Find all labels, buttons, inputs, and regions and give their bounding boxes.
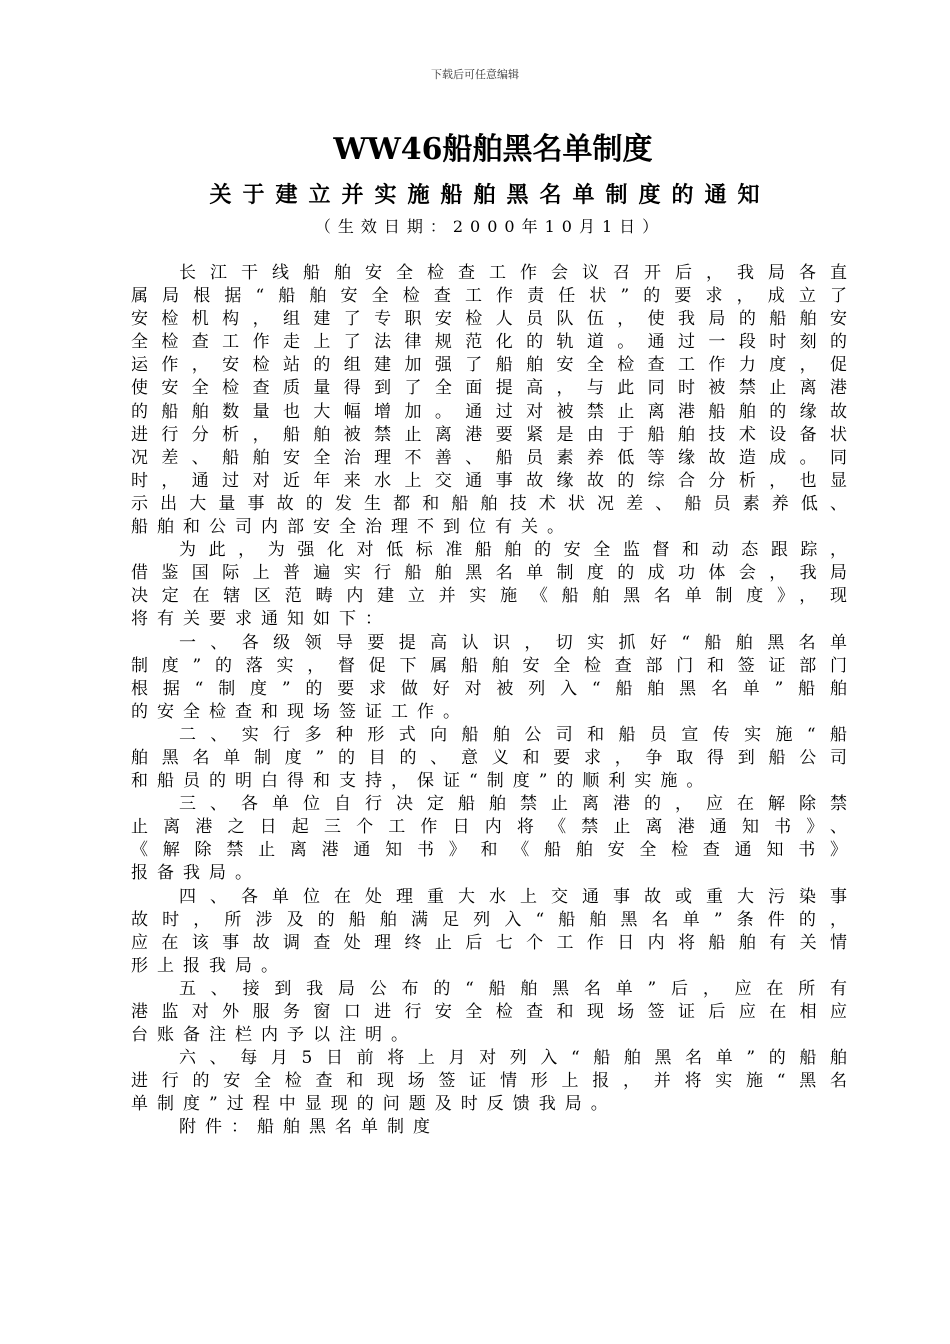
paragraph-line: 根据“制度”的要求做好对被列入“船舶黑名单”船舶 [131, 678, 847, 699]
paragraph-line: 长江干线船舶安全检查工作会议召开后，我局各直 [179, 263, 847, 283]
effective-date: （生效日期：2000年10月1日） [314, 217, 666, 236]
paragraph-line: 台账备注栏内予以注明。 [131, 1025, 417, 1046]
header-note: 下载后可任意编辑 [431, 68, 519, 81]
paragraph-line: 属局根据“船舶安全检查工作责任状”的要求，成立了 [131, 286, 847, 307]
paragraph-line: 四、各单位在处理重大水上交通事故或重大污染事 [179, 886, 847, 907]
paragraph-line: 故时，所涉及的船舶满足列入“船舶黑名单”条件的， [131, 909, 847, 930]
paragraph-line: 示出大量事故的发生都和船舶技术状况差、船员素养低、 [131, 493, 847, 514]
paragraph-line: 形上报我局。 [131, 955, 287, 976]
paragraph-line: 的安全检查和现场签证工作。 [131, 701, 469, 722]
paragraph-line: 使安全检查质量得到了全面提高，与此同时被禁止离港 [131, 378, 847, 399]
paragraph-line: 将有关要求通知如下： [131, 609, 391, 630]
paragraph-line: 报备我局。 [131, 863, 261, 884]
document-body [131, 262, 847, 1140]
paragraph-line: 和船员的明白得和支持，保证“制度”的顺利实施。 [131, 771, 713, 792]
paragraph-line: 进行分析，船舶被禁止离港要紧是由于船舶技术设备状 [131, 424, 847, 445]
paragraph-line: 安检机构，组建了专职安检人员队伍，使我局的船舶安 [131, 309, 847, 330]
paragraph-line: 三、各单位自行决定船舶禁止离港的，应在解除禁 [179, 794, 847, 815]
paragraph-line: 借鉴国际上普遍实行船舶黑名单制度的成功体会，我局 [131, 563, 847, 584]
paragraph-line: 的船舶数量也大幅增加。通过对被禁止离港船舶的缘故 [131, 401, 847, 422]
paragraph-line: 单制度”过程中显现的问题及时反馈我局。 [131, 1094, 617, 1115]
paragraph-line: 况差、船舶安全治理不善、船员素养低等缘故造成。同 [131, 447, 847, 468]
paragraph-line: 决定在辖区范畴内建立并实施《船舶黑名单制度》，现 [131, 586, 847, 607]
paragraph-line: 五、接到我局公布的“船舶黑名单”后，应在所有 [179, 978, 847, 999]
paragraph-line: 运作，安检站的组建加强了船舶安全检查工作力度，促 [131, 355, 847, 376]
paragraph-line: 全检查工作走上了法律规范化的轨道。通过一段时刻的 [131, 332, 847, 353]
paragraph-line: 制度”的落实，督促下属船舶安全检查部门和签证部门 [131, 655, 847, 676]
paragraph-line: 一、各级领导要提高认识，切实抓好“船舶黑名单 [179, 632, 847, 653]
attachment-line: 附件：船舶黑名单制度 [179, 1117, 439, 1138]
paragraph-line: 船舶和公司内部安全治理不到位有关。 [131, 517, 573, 538]
notice-title: 关于建立并实施船舶黑名单制度的通知 [209, 182, 771, 208]
document-title: WW46船舶黑名单制度 [333, 132, 653, 167]
paragraph-line: 《解除禁止离港通知书》和《船舶安全检查通知书》 [131, 840, 847, 861]
paragraph-line: 舶黑名单制度”的目的、意义和要求，争取得到船公司 [131, 747, 847, 768]
paragraph-line: 时，通过对近年来水上交通事故缘故的综合分析，也显 [131, 470, 847, 491]
paragraph-line: 为此，为强化对低标准船舶的安全监督和动态跟踪， [179, 540, 847, 561]
paragraph-line: 止离港之日起三个工作日内将《禁止离港通知书》、 [131, 817, 847, 838]
paragraph-line: 港监对外服务窗口进行安全检查和现场签证后应在相应 [131, 1002, 847, 1022]
paragraph-line: 应在该事故调查处理终止后七个工作日内将船舶有关情 [131, 932, 847, 953]
paragraph-line: 进行的安全检查和现场签证情形上报，并将实施“黑名 [131, 1071, 847, 1092]
paragraph-line: 二、实行多种形式向船舶公司和船员宣传实施“船 [179, 724, 847, 745]
paragraph-line: 六、每月5日前将上月对列入“船舶黑名单”的船舶 [179, 1048, 847, 1069]
